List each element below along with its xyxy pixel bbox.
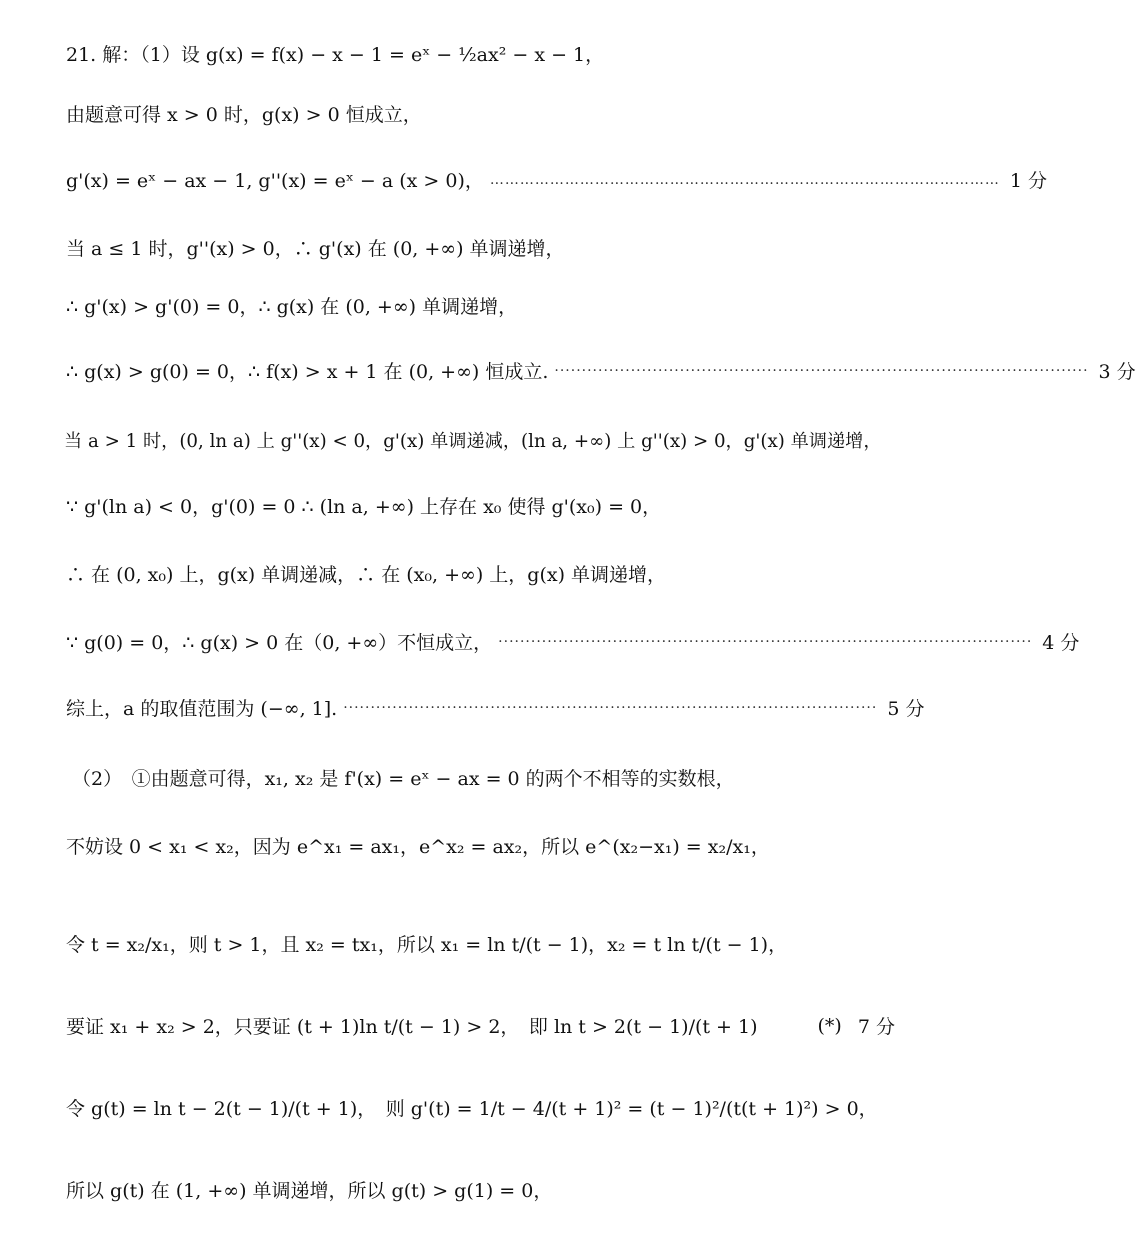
line-text: 所以 g(t) 在 (1, +∞) 单调递增，所以 g(t) > g(1) = 0，: [66, 1180, 553, 1202]
solution-line-17: [66, 1176, 889, 1203]
solution-line-2: [66, 100, 889, 127]
solution-line-4: [66, 234, 889, 261]
leader-dots: ··································································································: [343, 699, 878, 716]
line-text: 令 g(t) = ln t − 2(t − 1)/(t + 1)， 则 g'(t) = 1/t − 4/(t + 1)² = (t − 1)²/(t(t + 1)²) > 0，: [66, 1098, 878, 1120]
score-mark: 3 分: [1098, 361, 1136, 383]
score-mark: 1 分: [1009, 170, 1048, 192]
solution-line-5: [66, 292, 889, 319]
solution-line-14: [66, 930, 889, 957]
line-text: ∵ g(0) = 0，∴ g(x) > 0 在（0, +∞）不恒成立，: [66, 632, 493, 654]
solution-line-8: [66, 492, 889, 519]
line-text: ∴ g(x) > g(0) = 0，∴ f(x) > x + 1 在 (0, +∞) 恒成立.: [66, 361, 549, 383]
solution-line-11: [66, 694, 925, 721]
leader-dots: ··································································································: [498, 633, 1033, 650]
leader-dots: ··································································································: [554, 362, 1089, 379]
solution-line-12: [72, 764, 889, 791]
line-text: g'(x) = eˣ − ax − 1, g''(x) = eˣ − a (x > 0)，: [66, 170, 484, 192]
solution-line-15: [66, 1012, 895, 1039]
solution-line-10: [66, 628, 1080, 655]
line-text: 不妨设 0 < x₁ < x₂，因为 e^x₁ = ax₁，e^x₂ = ax₂，所以 e^(x₂−x₁) = x₂/x₁，: [66, 836, 770, 858]
solution-line-1: [66, 40, 889, 67]
line-text: 要证 x₁ + x₂ > 2，只要证 (t + 1)ln t/(t − 1) > 2， 即 ln t > 2(t − 1)/(t + 1): [66, 1016, 758, 1038]
line-text: 令 t = x₂/x₁，则 t > 1，且 x₂ = tx₁，所以 x₁ = ln t/(t − 1)，x₂ = t ln t/(t − 1)，: [66, 934, 788, 956]
solution-line-9: [66, 560, 889, 587]
score-mark: 5 分: [887, 698, 925, 720]
score-mark: 7 分: [857, 1016, 895, 1038]
leader-dots: …………………………………………………………………………………………: [489, 171, 1000, 188]
line-text: ∴ 在 (0, x₀) 上，g(x) 单调递减，∴ 在 (x₀, +∞) 上，g(x) 单调递增，: [66, 564, 667, 586]
line-text: （2） ①由题意可得，x₁, x₂ 是 f'(x) = eˣ − ax = 0 的两个不相等的实数根，: [72, 768, 735, 790]
solution-line-3: [66, 166, 1048, 193]
line-text: 21. 解：（1）设 g(x) = f(x) − x − 1 = eˣ − ½ax² − x − 1，: [66, 44, 605, 66]
solution-line-7: [64, 427, 883, 453]
line-text: ∴ g'(x) > g'(0) = 0，∴ g(x) 在 (0, +∞) 单调递增，: [66, 296, 518, 318]
line-text: 当 a ≤ 1 时，g''(x) > 0，∴ g'(x) 在 (0, +∞) 单调递增，: [66, 238, 565, 260]
solution-line-6: [66, 357, 1136, 384]
line-text: ∵ g'(ln a) < 0，g'(0) = 0 ∴ (ln a, +∞) 上存在 x₀ 使得 g'(x₀) = 0，: [66, 496, 662, 518]
tag-star: (*): [817, 1014, 842, 1037]
score-mark: 4 分: [1042, 632, 1080, 654]
line-text: 综上，a 的取值范围为 (−∞, 1].: [66, 698, 338, 720]
line-text: 当 a > 1 时，(0, ln a) 上 g''(x) < 0，g'(x) 单调递减，(ln a, +∞) 上 g''(x) > 0，g'(x) 单调递增，: [64, 431, 882, 452]
solution-line-13: [66, 832, 889, 859]
line-text: 由题意可得 x > 0 时，g(x) > 0 恒成立，: [66, 104, 422, 126]
solution-line-16: [66, 1094, 889, 1121]
